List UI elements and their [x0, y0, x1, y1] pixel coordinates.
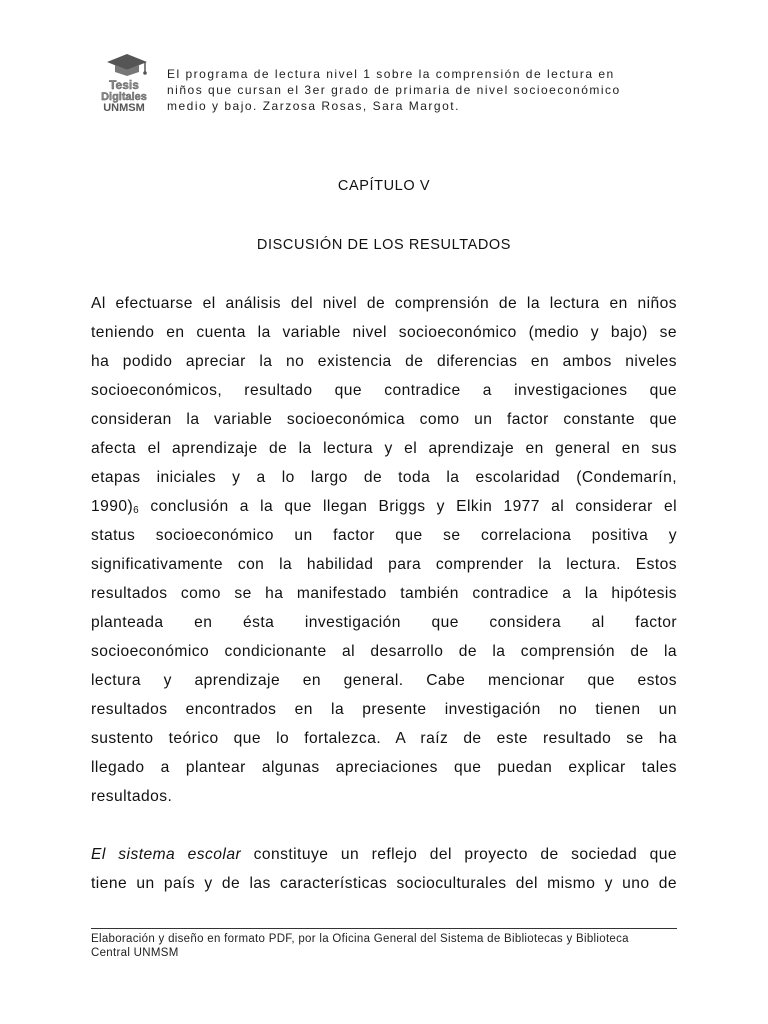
- text-line: [91, 492, 677, 521]
- text-line: Al efectuarse el análisis del nivel de comprensión de la lectura en niños: [91, 295, 677, 312]
- text-segment: constituye un reflejo del proyecto de sociedad que: [241, 846, 677, 863]
- header-line: El programa de lectura nivel 1 sobre la comprensión de lectura en: [167, 67, 615, 81]
- text-line: consideran la variable socioeconómica como un factor constante que: [91, 411, 677, 428]
- text-segment: 1990): [91, 498, 134, 515]
- text-segment: conclusión a la que llegan Briggs y Elkin 1977 al considerar el: [139, 498, 677, 515]
- document-footer: [91, 932, 691, 960]
- paragraph: [91, 840, 677, 898]
- chapter-number: CAPÍTULO V: [337, 178, 431, 194]
- text-line: resultados.: [91, 788, 173, 805]
- text-line: teniendo en cuenta la variable nivel socioeconómico (medio y bajo) se: [91, 324, 677, 341]
- chapter-title: DISCUSIÓN DE LOS RESULTADOS: [256, 237, 512, 253]
- text-line: llegado a plantear algunas apreciaciones que puedan explicar tales: [91, 759, 677, 776]
- svg-text:UNMSM: UNMSM: [103, 102, 145, 114]
- text-line: resultados encontrados en la presente investigación no tienen un: [91, 701, 677, 718]
- text-line: ha podido apreciar la no existencia de diferencias en ambos niveles: [91, 353, 677, 370]
- text-line: status socioeconómico un factor que se correlaciona positiva y: [91, 527, 677, 544]
- italic-term: El sistema escolar: [91, 846, 242, 863]
- text-line: [91, 840, 677, 869]
- text-line: tiene un país y de las características socioculturales del mismo y uno de: [91, 875, 677, 892]
- text-line: socioeconómico condicionante al desarrollo de la comprensión de la: [91, 643, 677, 660]
- text-line: afecta el aprendizaje de la lectura y el aprendizaje en general en sus: [91, 440, 677, 457]
- text-line: significativamente con la habilidad para comprender la lectura. Estos: [91, 556, 677, 573]
- paragraph: [91, 289, 677, 811]
- header-line: niños que cursan el 3er grado de primaria de nivel socioeconómico: [167, 83, 621, 97]
- footer-line: Elaboración y diseño en formato PDF, por la Oficina General del Sistema de Bibliotecas y Biblioteca: [91, 933, 629, 945]
- text-line: planteada en ésta investigación que considera al factor: [91, 614, 677, 631]
- svg-text:Tesis: Tesis: [109, 78, 139, 92]
- text-line: resultados como se ha manifestado también contradice a la hipótesis: [91, 585, 677, 602]
- document-header: [167, 66, 679, 114]
- body-text: [91, 289, 677, 927]
- footnote-reference: 6: [133, 505, 140, 516]
- tesis-digitales-logo: [93, 52, 155, 114]
- text-line: lectura y aprendizaje en general. Cabe mencionar que estos: [91, 672, 677, 689]
- text-line: etapas iniciales y a lo largo de toda la escolaridad (Condemarín,: [91, 469, 677, 486]
- footer-divider: [91, 928, 677, 929]
- graduation-cap-icon: [93, 52, 155, 114]
- svg-text:Digitales: Digitales: [101, 91, 147, 103]
- header-line: medio y bajo. Zarzosa Rosas, Sara Margot.: [167, 99, 460, 113]
- text-line: sustento teórico que lo fortalezca. A raíz de este resultado se ha: [91, 730, 677, 747]
- text-line: socioeconómicos, resultado que contradice a investigaciones que: [91, 382, 677, 399]
- footer-line: Central UNMSM: [91, 947, 179, 959]
